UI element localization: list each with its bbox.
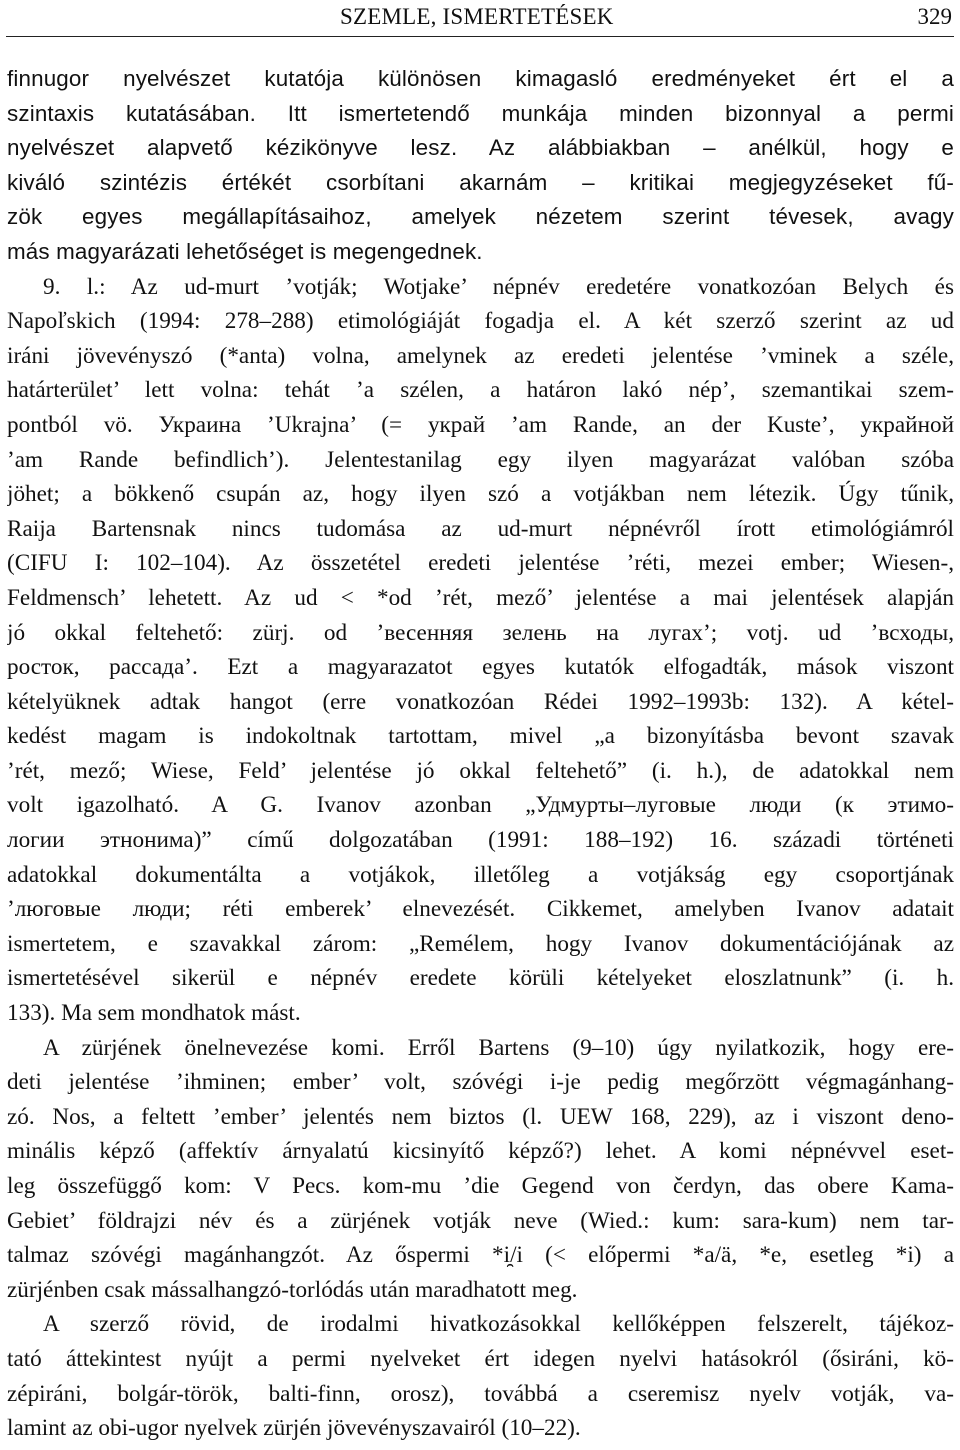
text-line: tató áttekintest nyújt a permi nyelveket ért idegen nyelvi hatásokról (ősiráni, kö- <box>7 1345 954 1372</box>
text-line: más magyarázati lehetőséget is megengednek. <box>7 238 483 264</box>
text-line: ismertetésével sikerül e népnév eredete körüli kételyeket eloszlatnunk” (i. h. <box>7 965 954 992</box>
text-line: finnugor nyelvészet kutatója különösen kimagasló eredményeket ért el a <box>7 66 954 91</box>
text-line: zépiráni, bolgár-török, balti-finn, orosz), továbbá a cseremisz nyelv votják, va- <box>7 1380 954 1407</box>
text-line: логии этнонима)” című dolgozatában (1991: 188–192) 16. századi történeti <box>7 827 954 854</box>
text-line: volt igazolható. A G. Ivanov azonban „Удмурты–луговые люди (к этимо- <box>7 792 954 819</box>
text-line: deti jelentése ’ihminen; ember’ volt, szóvégi i-je pedig megőrzött végmagánhang- <box>7 1069 954 1096</box>
running-header <box>0 0 960 40</box>
text-line: kételyüknek adtak hangot (erre vonatkozóan Rédei 1992–1993b: 132). A kétel- <box>7 688 954 715</box>
text-line: Napoľskich (1994: 278–288) etimológiáját fogadja el. A két szerző szerint az ud <box>7 308 954 335</box>
page-number: 329 <box>917 4 952 29</box>
text-line: росток, рассада’. Ezt a magyarazatot egyes kutatók elfogadták, mások viszont <box>7 654 954 681</box>
text-line: jöhet; a bökkenő csupán az, hogy ilyen szó a votjákban nem létezik. Úgy tűnik, <box>7 481 954 508</box>
text-line: Feldmensch’ lehetett. Az ud < *od ’rét, mező’ jelentése a mai jelentések alapján <box>7 584 954 611</box>
text-line: A szerző rövid, de irodalmi hivatkozásokkal kellőképpen felszerelt, tájékoz- <box>43 1311 954 1338</box>
text-line: kiváló szintézis értékét csorbítani akarnám – kritikai megjegyzéseket fű- <box>7 169 954 195</box>
text-line: jó okkal feltehető: zürj. od ’весенняя зелень на лугах’; votj. ud ’всходы, <box>7 619 954 646</box>
running-head-title: SZEMLE, ISMERTETÉSEK <box>340 4 614 29</box>
body-text <box>7 62 954 1446</box>
text-line: A zürjének önelnevezése komi. Erről Bartens (9–10) úgy nyilatkozik, hogy ere- <box>43 1034 954 1061</box>
text-line: lamint az obi-ugor nyelvek zürjén jövevényszavairól (10–22). <box>7 1415 581 1442</box>
text-line: zürjénben csak mássalhangzó-torlódás után maradhatott meg. <box>7 1276 578 1303</box>
text-line: Gebiet’ földrajzi név és a zürjének votják neve (Wied.: kum: sara-kum) nem tar- <box>7 1207 954 1234</box>
text-line: Raija Bartensnak nincs tudomása az ud-murt népnévről írott etimológiámról <box>7 515 954 542</box>
text-line: zó. Nos, a feltett ’ember’ jelentés nem biztos (l. UEW 168, 229), az i viszont deno- <box>7 1103 954 1130</box>
text-line: 9. l.: Az ud-murt ’votják; Wotjake’ népnév eredetére vonatkozóan Belych és <box>43 273 954 300</box>
text-line: zök egyes megállapításaihoz, amelyek nézetem szerint tévesek, avagy <box>7 204 954 230</box>
text-line: minális képző (affektív árnyalatú kicsinyítő képző?) lehet. A komi népnévvel eset- <box>7 1138 954 1165</box>
text-line: talmaz szóvégi magánhangzót. Az őspermi *i̯/i (< előpermi *a/ä, *e, esetleg *i) a <box>7 1242 954 1269</box>
text-line: ismertetem, e szavakkal zárom: „Remélem, hogy Ivanov dokumentációjának az <box>7 930 954 957</box>
text-line: ’rét, mező; Wiese, Feld’ jelentése jó okkal feltehető” (i. h.), de adatokkal nem <box>7 757 954 784</box>
text-line: leg összefüggő kom: V Pecs. kom-mu ’die Gegend von čerdyn, das obere Kama- <box>7 1173 954 1199</box>
text-line: szintaxis kutatásában. Itt ismertetendő munkája minden bizonnyal a permi <box>7 100 954 126</box>
text-line: adatokkal dokumentálta a votjákok, illetőleg a votjákság egy csoportjának <box>7 861 954 888</box>
text-line: határterület’ lett volna: tehát ’a szélen, a határon lakó nép’, szemantikai szem- <box>7 377 954 404</box>
text-line: (CIFU I: 102–104). Az összetétel eredeti jelentése ’réti, mezei ember; Wiesen-, <box>7 550 954 577</box>
text-line: pontból vö. Украина ’Ukrajna’ (= украй ’am Rande, an der Kuste’, украйной <box>7 411 954 438</box>
text-line: iráni jövevényszó (*anta) volna, amelynek az eredeti jelentése ’vminek a széle, <box>7 342 954 369</box>
text-line: nyelvészet alapvető kézikönyve lesz. Az alábbiakban – anélkül, hogy e <box>7 135 954 161</box>
text-line: 133). Ma sem mondhatok mást. <box>7 1000 301 1027</box>
header-rule <box>6 36 954 37</box>
text-line: ’am Rande befindlich’). Jelentestanilag egy ilyen magyarázat valóban szóba <box>7 446 954 473</box>
text-line: ’люговые люди; réti emberek’ elnevezését. Cikkemet, amelyben Ivanov adatait <box>7 896 954 923</box>
text-line: kedést magam is indokoltnak tartottam, mivel „a bizonyításba bevont szavak <box>7 723 954 750</box>
